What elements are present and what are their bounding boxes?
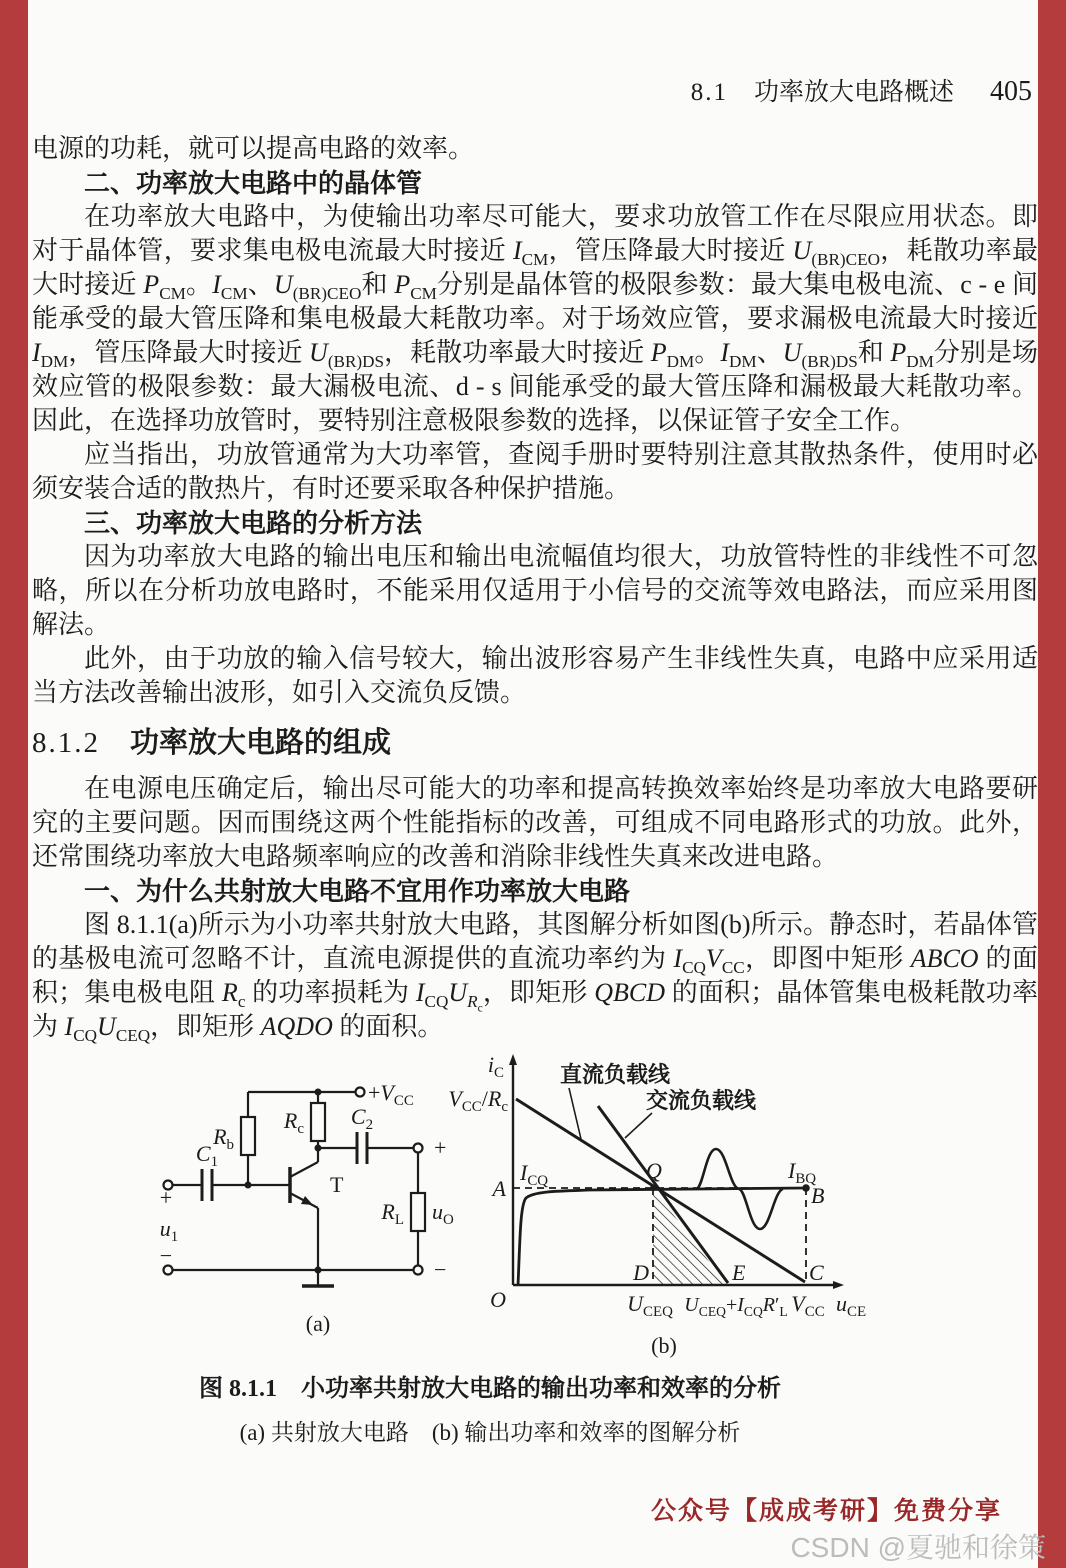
uceq-tick-label: $U_{CEQ}$ — [627, 1291, 673, 1320]
header-section-title: 功率放大电路概述 — [753, 79, 954, 106]
dc-label-leader — [569, 1088, 581, 1139]
page-header — [691, 72, 1032, 108]
figure-caption-title: 图 8.1.1 小功率共射放大电路的输出功率和效率的分析 — [199, 1376, 781, 1402]
paragraph: 此外，由于功放的输入信号较大，输出波形容易产生非线性失真，电路中应采用适当方法改善输出波形，如引入交流负反馈。 — [32, 644, 1038, 707]
rl-label: $R_L$ — [381, 1199, 404, 1228]
output-minus-sign: − — [434, 1257, 447, 1282]
uceq-plus-icqrl-tick-label: $U_{CEQ}+I_{CQ}R'_L$ — [684, 1294, 788, 1319]
y-axis-arrow-icon — [509, 1054, 517, 1065]
paragraph: 应当指出，功放管通常为大功率管，查阅手册时要特别注意其散热条件，使用时必须安装合适的散热片，有时还要采取各种保护措施。 — [32, 440, 1038, 503]
heading: 二、功率放大电路中的晶体管 — [84, 168, 423, 198]
paragraph: 因为功率放大电路的输出电压和输出电流幅值均很大，功放管特性的非线性不可忽略，所以在分析功放电路时，不能采用仅适用于小信号的交流等效电路法，而应采用图解法。 — [32, 542, 1038, 639]
icq-label: $I_{CQ}$ — [520, 1160, 549, 1189]
paragraph: 在电源电压确定后，输出尽可能大的功率和提高转换效率始终是功率放大电路要研究的主要问题。因而围绕这两个性能指标的改善，可组成不同电路形式的功放。此外，还常围绕功率放大电路频率响应的改善和消除非线性失真来改进电路。 — [32, 774, 1038, 871]
point-c-label: C — [809, 1260, 824, 1285]
c1-label: $C_1$ — [195, 1141, 219, 1170]
uce-axis-label: $u_{CE}$ — [836, 1291, 867, 1320]
heading: 一、为什么共射放大电路不宜用作功率放大电路 — [84, 876, 631, 906]
figure-8-1-1 — [0, 1042, 1066, 1372]
body-text — [32, 132, 1038, 1044]
q-point — [650, 1185, 656, 1191]
resistor-rl — [411, 1193, 425, 1231]
rb-label: $R_b$ — [213, 1124, 234, 1153]
wechat-watermark: 公众号【成成考研】免费分享 — [650, 1498, 1002, 1525]
heading: 8.1.2 功率放大电路的组成 — [32, 727, 392, 759]
x-axis-arrow-icon — [833, 1281, 844, 1289]
figure-caption — [0, 1368, 980, 1447]
heading: 三、功率放大电路的分析方法 — [84, 508, 423, 538]
load-line-graph — [440, 1042, 900, 1372]
rc-label: $R_c$ — [283, 1108, 304, 1137]
resistor-rb — [241, 1117, 255, 1155]
point-a-label: A — [492, 1176, 506, 1201]
vcc-terminal — [356, 1088, 365, 1097]
header-page-number: 405 — [990, 76, 1032, 107]
paragraph: 在功率放大电路中，为使输出功率尽可能大，要求功放管工作在尽限应用状态。即对于晶体管，要求集电极电流最大时接近 $I_{CM}$，管压降最大时接近 $U_{(BR)CEO}$，耗散功率最大时接近 $P_{CM}$。$I_{CM}$、$U_{(BR)CEO}$和 $P_{CM}$分别是晶体管的极限参数：最大集电极电流、c - e 间能承受的最大管压降和集电极最大耗散功率。对于场效应管，要求漏极电流最大时接近 $I_{DM}$，管压降最大时接近 $U_{(BR)DS}$，耗散功率最大时接近 $P_{DM}$。$I_{DM}$、$U_{(BR)DS}$和 $P_{DM}$分别是场效应管的极限参数：最大漏极电流、d - s 间能承受的最大管压降和漏极最大耗散功率。因此，在选择功放管时，要特别注意极限参数的选择，以保证管子安全工作。 — [32, 202, 1038, 435]
hatched-power-area — [653, 1188, 727, 1285]
ac-label-leader — [625, 1113, 652, 1138]
paragraph: 图 8.1.1(a)所示为小功率共射放大电路，其图解分析如图(b)所示。静态时，若晶体管的基极电流可忽略不计，直流电源提供的直流功率约为 $I_{CQ}V_{CC}$，即图中矩形 ABCO 的面积；集电极电阻 $R_c$ 的功率损耗为 $I_{CQ}U_{R_c}$，即矩形 QBCD 的面积；晶体管集电极耗散功率为 $I_{CQ}U_{CEQ}$，即矩形 AQDO 的面积。 — [32, 910, 1038, 1046]
paragraph: 电源的功耗，就可以提高电路的效率。 — [32, 134, 475, 163]
circuit-diagram — [130, 1055, 480, 1355]
ibq-label: $I_{BQ}$ — [788, 1158, 817, 1187]
c2-label: $C_2$ — [350, 1104, 374, 1133]
dc-load-line-label: 直流负载线 — [560, 1062, 671, 1087]
uo-label: $u_O$ — [432, 1199, 454, 1228]
origin-label: O — [490, 1287, 506, 1312]
vcc-over-rc-label: $V_{CC}/R_c$ — [448, 1086, 508, 1115]
input-plus-sign: + — [159, 1185, 173, 1210]
ic-axis-label: $i_C$ — [487, 1052, 504, 1081]
vcc-label: $+V_{CC}$ — [368, 1080, 414, 1109]
output-plus-sign: + — [434, 1135, 447, 1160]
u1-label: $u_1$ — [159, 1216, 179, 1245]
point-d-label: D — [633, 1260, 649, 1285]
ac-load-line-label: 交流负载线 — [646, 1088, 757, 1113]
point-e-label: E — [732, 1260, 746, 1285]
input-minus-sign: − — [159, 1243, 173, 1268]
resistor-rc — [311, 1103, 325, 1141]
subfigure-a-label: (a) — [305, 1311, 331, 1336]
subfigure-b-label: (b) — [651, 1333, 677, 1358]
vcc-tick-label: $V_{CC}$ — [791, 1291, 825, 1320]
emitter-arrow-icon — [301, 1196, 313, 1205]
figure-caption-subtitle: (a) 共射放大电路 (b) 输出功率和效率的图解分析 — [239, 1420, 741, 1445]
point-b-label: B — [811, 1183, 825, 1208]
transistor-label: T — [330, 1172, 344, 1197]
csdn-watermark: CSDN @夏驰和徐策 — [790, 1532, 1046, 1563]
output-terminal-low — [414, 1266, 423, 1275]
point-q-label: Q — [646, 1158, 662, 1183]
output-terminal — [414, 1144, 423, 1153]
header-section-number: 8.1 — [690, 79, 728, 106]
